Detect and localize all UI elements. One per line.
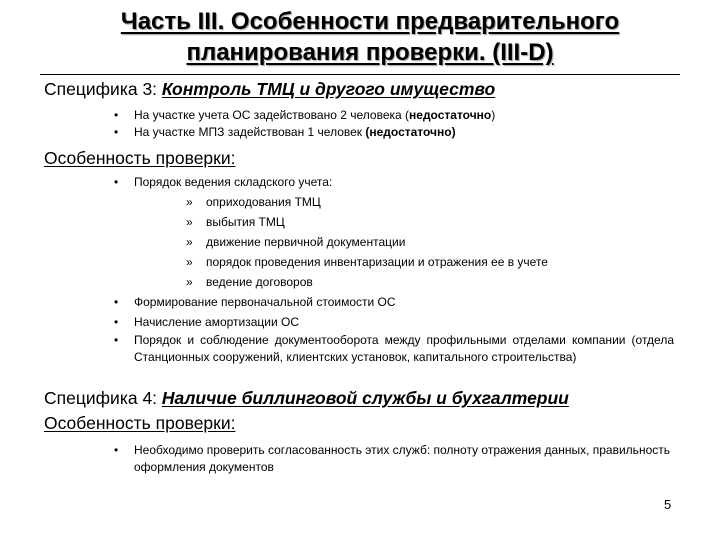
feature1-sub-item-text: порядок проведения инвентаризации и отражения ее в учете <box>206 255 548 269</box>
sub-dot: » <box>186 195 193 209</box>
feature1-heading: Особенность проверки: <box>44 148 236 168</box>
spec4-label: Специфика 4: <box>44 388 162 408</box>
feature2-heading: Особенность проверки: <box>44 413 236 433</box>
page-number: 5 <box>664 497 672 512</box>
bullet-dot: • <box>114 315 119 329</box>
spec3-heading <box>44 79 495 100</box>
bullet-dot: • <box>114 175 119 189</box>
feature1-sub-item-text: оприходования ТМЦ <box>206 195 321 209</box>
spec3-bullet-1-text: На участке учета ОС задействовано 2 человека ( <box>134 108 410 122</box>
title-line-2: планирования проверки. (III-D) <box>186 39 554 66</box>
feature2-bullet-long-text: Необходимо проверить согласованность этих служб: полноту отражения данных, правильность оформления документов <box>134 443 670 474</box>
feature1-bullet-text: Формирование первоначальной стоимости ОС <box>134 295 396 309</box>
feature1-bullet-main-text: Порядок ведения складского учета: <box>134 175 333 189</box>
feature1-sub-item-text: выбытия ТМЦ <box>206 215 285 229</box>
bullet-dot: • <box>114 295 119 309</box>
spec4-heading <box>44 388 569 409</box>
spec3-bullet-2-bold: (недостаточно) <box>365 125 456 139</box>
feature1-sub-item-text: ведение договоров <box>206 275 313 289</box>
spec3-bullet-1-tail: ) <box>491 108 496 122</box>
feature1-bullet-long <box>114 332 674 366</box>
title-divider <box>40 74 680 75</box>
spec3-bullet-1-bold: недостаточно <box>409 108 492 122</box>
spec3-label: Специфика 3: <box>44 79 162 99</box>
bullet-dot: • <box>114 333 119 347</box>
title-line-1: Часть III. Особенности предварительного <box>120 8 620 35</box>
sub-dot: » <box>186 275 193 289</box>
feature1-bullet-long-text: Порядок и соблюдение документооборота между профильными отделами компании (отдела Станционных сооружений, клиентских установок, капитального строительства) <box>134 333 674 364</box>
sub-dot: » <box>186 215 193 229</box>
spec3-bullet-2-text: На участке МПЗ задействован 1 человек <box>134 125 366 139</box>
sub-dot: » <box>186 235 193 249</box>
sub-dot: » <box>186 255 193 269</box>
spec4-emphasis: Наличие биллинговой службы и бухгалтерии <box>161 388 569 408</box>
bullet-dot: • <box>114 108 119 122</box>
feature1-bullet-text: Начисление амортизации ОС <box>134 315 300 329</box>
feature2-bullet-long <box>114 442 674 476</box>
bullet-dot: • <box>114 443 119 457</box>
feature1-sub-item-text: движение первичной документации <box>206 235 406 249</box>
bullet-dot: • <box>114 125 119 139</box>
spec3-emphasis: Контроль ТМЦ и другого имущество <box>161 79 496 99</box>
slide-title <box>40 6 700 68</box>
